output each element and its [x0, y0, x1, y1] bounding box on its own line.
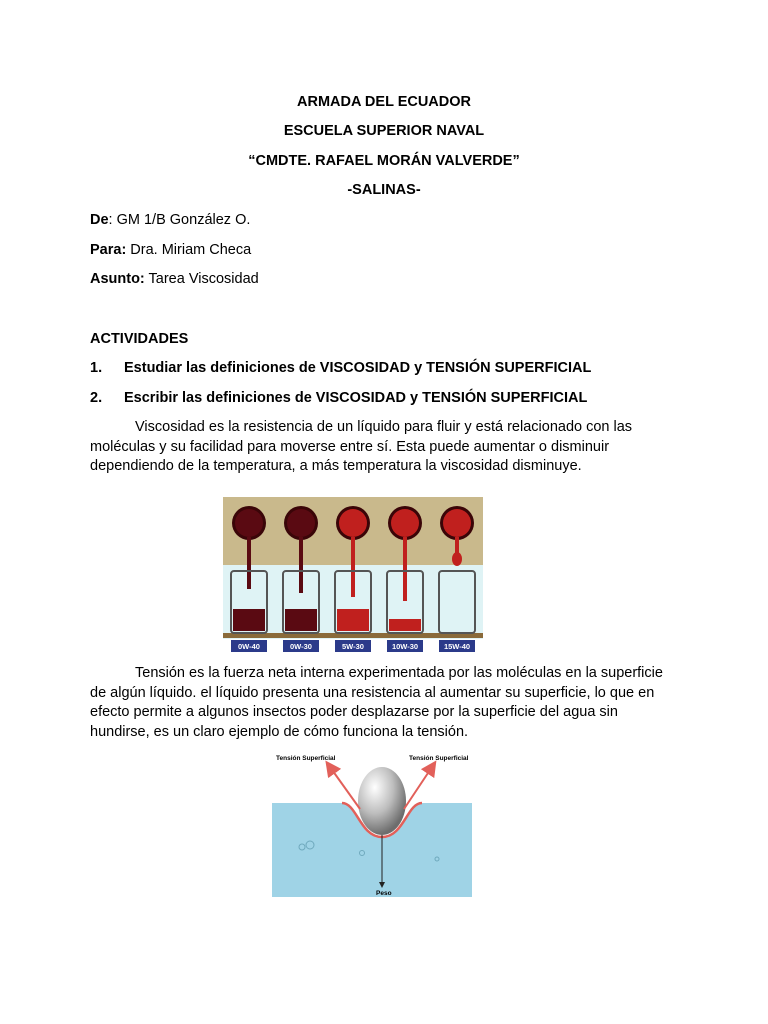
activity-item-1	[90, 360, 591, 376]
memo-from	[90, 212, 250, 228]
oil-stream	[247, 537, 251, 589]
surface-tension-figure	[272, 751, 472, 897]
oil-stream	[403, 537, 407, 601]
viscosity-oil-figure	[223, 497, 483, 655]
grade-label: 0W-40	[238, 642, 260, 651]
memo-from-value: : GM 1/B González O.	[108, 212, 251, 228]
sphere-object	[358, 767, 406, 835]
oil-cup-fill	[443, 509, 471, 537]
tension-text: Tensión es la fuerza neta interna experimentada por las moléculas en la superficie de algún líquido. el líquido presenta una resistencia al aumentar su superficie, lo que en efecto permite a algunos insectos poder desplazarse por la superficie del agua sin hundirse, es un claro ejemplo de cómo funciona la tensión.	[90, 665, 663, 740]
oil-cup-fill	[287, 509, 315, 537]
beaker-oil	[233, 609, 265, 631]
activity-number: 2.	[90, 390, 103, 406]
header-line-3: “CMDTE. RAFAEL MORÁN VALVERDE”	[248, 153, 520, 169]
weight-label: Peso	[376, 890, 392, 897]
activity-text: Estudiar las definiciones de VISCOSIDAD y TENSIÓN SUPERFICIAL	[124, 360, 592, 376]
memo-subject-label: Asunto:	[90, 271, 145, 287]
memo-to-value: Dra. Miriam Checa	[126, 242, 252, 258]
oil-cup-fill	[339, 509, 367, 537]
activity-item-2	[90, 390, 587, 406]
activity-number: 1.	[90, 360, 103, 376]
viscosity-paragraph	[90, 418, 670, 477]
oil-stream	[299, 537, 303, 593]
beaker-oil	[285, 609, 317, 631]
memo-to-label: Para:	[90, 242, 127, 258]
tension-label-left: Tensión Superficial	[276, 755, 336, 762]
viscosity-text: Viscosidad es la resistencia de un líquido para fluir y está relacionado con las moléculas y su facilidad para moverse entre sí. Esta puede aumentar o disminuir dependiendo de la temperatura, a más temperatura la viscosidad disminuye.	[90, 419, 633, 474]
tension-label-right: Tensión Superficial	[409, 755, 469, 762]
header-line-2: ESCUELA SUPERIOR NAVAL	[283, 123, 485, 139]
grade-label: 15W-40	[443, 642, 471, 651]
grade-label: 5W-30	[342, 642, 364, 651]
grade-label: 0W-30	[290, 642, 312, 651]
memo-to	[90, 242, 251, 258]
activities-heading: ACTIVIDADES	[90, 331, 189, 347]
grade-label: 10W-30	[391, 642, 419, 651]
memo-from-label: De	[90, 212, 109, 228]
beaker-oil	[337, 609, 369, 631]
header-line-1: ARMADA DEL ECUADOR	[297, 94, 471, 110]
activity-text: Escribir las definiciones de VISCOSIDAD y TENSIÓN SUPERFICIAL	[124, 390, 588, 406]
oil-cup-fill	[391, 509, 419, 537]
beaker-oil	[389, 619, 421, 631]
oil-cup-fill	[235, 509, 263, 537]
header-line-4: -SALINAS-	[347, 182, 421, 198]
memo-subject-value: Tarea Viscosidad	[144, 271, 259, 287]
oil-drop	[452, 552, 462, 566]
oil-stream	[351, 537, 355, 597]
memo-subject	[90, 271, 259, 287]
tension-paragraph	[90, 664, 670, 742]
